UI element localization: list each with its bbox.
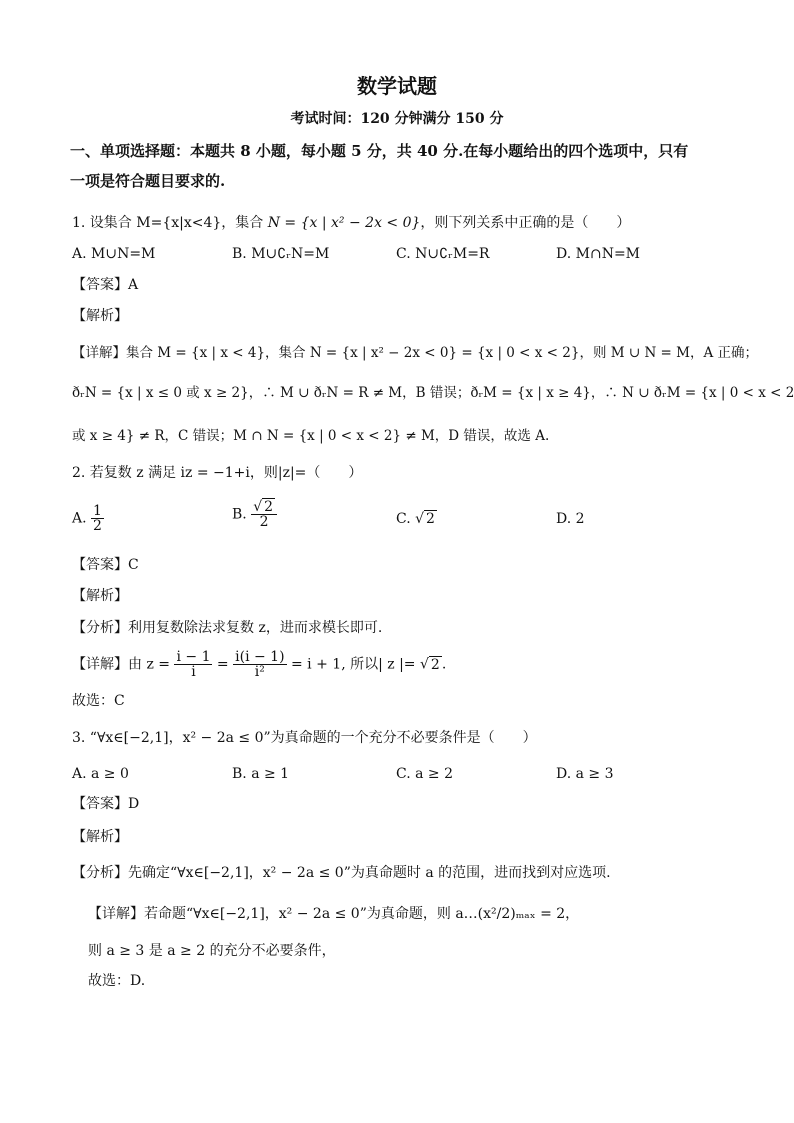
- section-heading-line1: 一、单项选择题：本题共 8 小题，每小题 5 分，共 40 分.在每小题给出的四个选项中，只有: [70, 142, 689, 160]
- q1-detail-line1: 【详解】集合 M = {x | x < 4}，集合 N = {x | x² − 2x < 0} = {x | 0 < x < 2}，则 M ∪ N = M，A 正确；: [72, 345, 759, 361]
- q1-option-b: B. M∪∁ᵣN=M: [232, 246, 330, 262]
- q2-detail-fraction2: [233, 650, 286, 679]
- q3-answer: 【答案】D: [72, 796, 140, 812]
- fraction-denominator: 2: [93, 518, 102, 534]
- sqrt-radicand: 2: [430, 656, 440, 673]
- q1-option-a: A. M∪N=M: [72, 246, 156, 262]
- q1-option-d: D. M∩N=M: [556, 246, 641, 262]
- q1-stem-math: N = {x | x² − 2x < 0}: [267, 215, 421, 231]
- sqrt-radicand: 2: [426, 511, 435, 527]
- q2-fenxi: 【分析】利用复数除法求复数 z，进而求模长即可.: [72, 620, 383, 636]
- equals-sign: =: [212, 656, 234, 673]
- q2-analysis-label: 【解析】: [72, 588, 128, 604]
- q1-option-c: C. N∪∁ᵣM=R: [396, 246, 490, 262]
- sqrt-radicand: 2: [264, 499, 274, 515]
- q3-option-b: B. a ≥ 1: [232, 766, 290, 782]
- q1-answer: 【答案】A: [72, 277, 139, 293]
- fraction-denominator: 2: [259, 514, 269, 530]
- q1-analysis-label: 【解析】: [72, 308, 128, 324]
- q2-option-a-fraction: [91, 504, 104, 533]
- page-title: 数学试题: [357, 74, 437, 98]
- q1-detail-line3: 或 x ≥ 4} ≠ R，C 错误；M ∩ N = {x | 0 < x < 2} ≠ M，D 错误，故选 A.: [72, 428, 550, 444]
- q2-stem: 2. 若复数 z 满足 iz = −1+i，则|z|=（ ）: [72, 465, 363, 481]
- q2-detail-text-a: 【详解】由 z =: [72, 656, 175, 673]
- q2-option-b-label: B.: [232, 506, 247, 523]
- q1-stem-text-b: ，则下列关系中正确的是（ ）: [420, 215, 631, 231]
- exam-info: 考试时间：120 分钟满分 150 分: [290, 111, 504, 127]
- q2-option-b-fraction: [251, 500, 277, 529]
- q2-detail: 【详解】由 z = $\frac{i - 1}{i}$ = $\frac{i(i - 1)}{\text{i²}}$ = i + 1, 所以| z |= √ 2 .: [72, 649, 447, 680]
- fraction-numerator: i(i − 1): [235, 649, 285, 665]
- fraction-denominator: i: [191, 664, 196, 680]
- q3-option-c: C. a ≥ 2: [396, 766, 453, 782]
- q2-option-a-label: A.: [72, 510, 87, 527]
- q1-stem-text-a: 1. 设集合 M={x|x<4}，集合: [72, 215, 268, 231]
- q3-detail-line1: 【详解】若命题“∀x∈[−2,1]，x² − 2a ≤ 0”为真命题，则 a…(x²/2)ₘₐₓ = 2，: [88, 906, 580, 922]
- fraction-denominator: i²: [254, 664, 265, 680]
- q2-detail-text-b: = i + 1, 所以| z |=: [286, 656, 420, 673]
- q2-choose: 故选：C: [72, 693, 125, 709]
- fraction-numerator: √ 2: [251, 500, 277, 515]
- section-heading-line2: 一项是符合题目要求的.: [70, 172, 226, 190]
- q3-fenxi: 【分析】先确定“∀x∈[−2,1]，x² − 2a ≤ 0”为真命题时 a 的范围，进而找到对应选项.: [72, 865, 611, 881]
- q3-option-d: D. a ≥ 3: [556, 766, 614, 782]
- q2-answer: 【答案】C: [72, 557, 139, 573]
- q1-stem: [72, 214, 630, 232]
- q2-detail-fraction1: [174, 650, 212, 679]
- q2-option-c: C. √ 2: [396, 511, 435, 527]
- q2-detail-text-c: .: [441, 656, 447, 673]
- q2-option-b: [232, 500, 277, 529]
- q1-detail-line2: ðᵣN = {x | x ≤ 0 或 x ≥ 2}，∴ M ∪ ðᵣN = R ≠ M，B 错误；ðᵣM = {x | x ≥ 4}，∴ N ∪ ðᵣM = {x | 0 < x < 2: [72, 385, 794, 401]
- q3-option-a: A. a ≥ 0: [72, 766, 129, 782]
- q3-detail-line2: 则 a ≥ 3 是 a ≥ 2 的充分不必要条件，: [88, 943, 336, 959]
- fraction-numerator: 1: [93, 503, 102, 519]
- q3-choose: 故选：D.: [88, 973, 146, 989]
- q3-analysis-label: 【解析】: [72, 829, 128, 845]
- q3-stem: 3. “∀x∈[−2,1]，x² − 2a ≤ 0”为真命题的一个充分不必要条件是（ ）: [72, 730, 537, 746]
- fraction-numerator: i − 1: [176, 649, 211, 665]
- q2-option-d: D. 2: [556, 511, 585, 527]
- q2-option-c-label: C.: [396, 511, 411, 527]
- q2-option-a: [72, 504, 104, 533]
